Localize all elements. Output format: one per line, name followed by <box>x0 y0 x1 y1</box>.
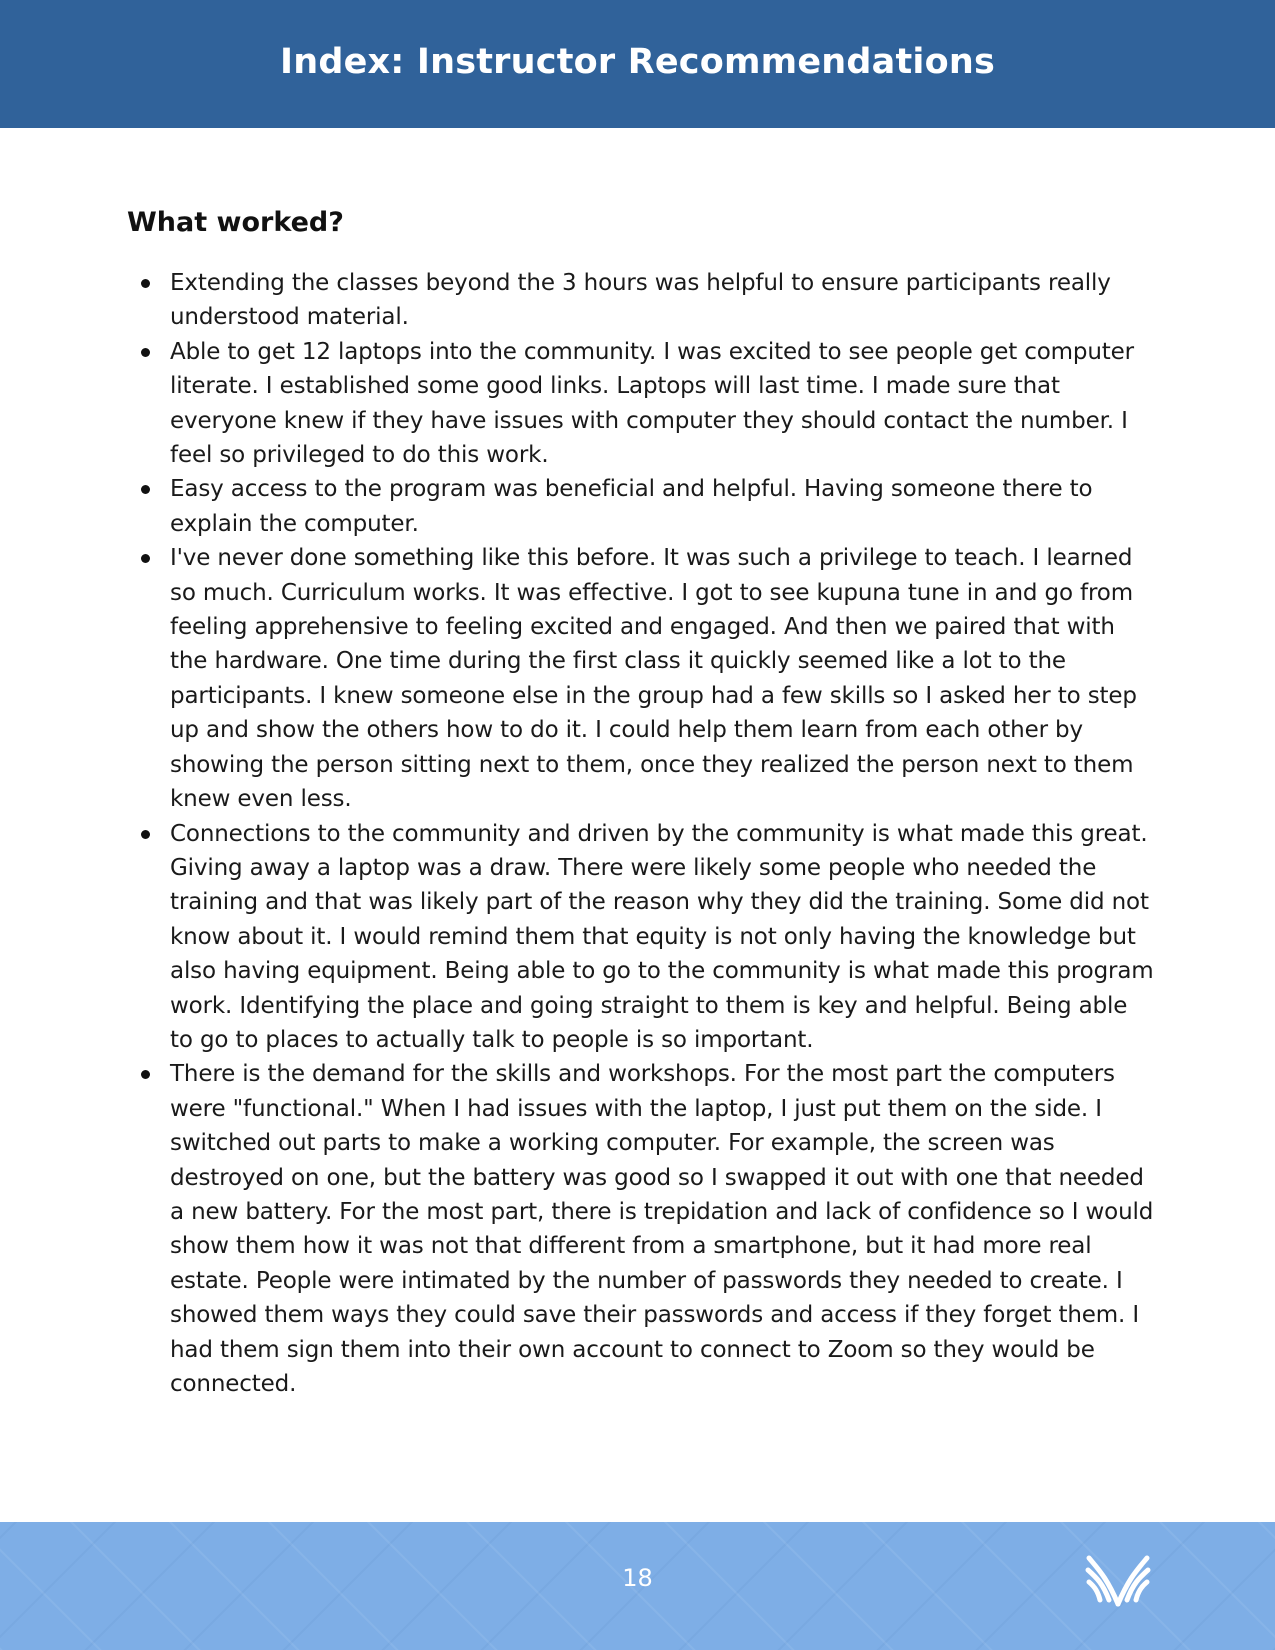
page-header <box>0 0 1275 128</box>
bullet-icon <box>141 485 150 494</box>
list-item <box>127 541 1157 816</box>
list-item-text: Extending the classes beyond the 3 hours was helpful to ensure participants really understood material. <box>170 270 1111 331</box>
section-heading: What worked? <box>127 207 344 238</box>
main-content <box>127 200 1157 1401</box>
list-item-text: There is the demand for the skills and workshops. For the most part the computers were "functional." When I had issues with the laptop, I just put them on the side. I switched out parts to make a working computer. For example, the screen was destroyed on one, but the battery was good so I swapped it out with one that needed a new battery. For the most part, there is trepidation and lack of confidence so I would show them how it was not that different from a smartphone, but it had more real estate. People were intimated by the number of passwords they needed to create. I showed them ways they could save their passwords and access if they forget them. I had them sign them into their own account to connect to Zoom so they would be connected. <box>170 1061 1154 1397</box>
page-title: Index: Instructor Recommendations <box>279 42 995 82</box>
list-item <box>127 266 1157 335</box>
bullet-icon <box>141 1070 150 1079</box>
list-item <box>127 335 1157 473</box>
list-item-text: Easy access to the program was beneficial and helpful. Having someone there to explain the computer. <box>170 476 1093 537</box>
list-item-text: Able to get 12 laptops into the community. I was excited to see people get computer literate. I established some good links. Laptops will last time. I made sure that everyone knew if they have issues with computer they should contact the number. I feel so privileged to do this work. <box>170 338 1134 469</box>
list-item <box>127 1057 1157 1401</box>
bullet-icon <box>141 279 150 288</box>
bullet-icon <box>141 348 150 357</box>
bullet-icon <box>141 830 150 839</box>
list-item-text: Connections to the community and driven by the community is what made this great. Giving away a laptop was a draw. There were likely some people who needed the training and that was likely part of the reason why they did the training. Some did not know about it. I would remind them that equity is not only having the knowledge but also having equipment. Being able to go to the community is what made this program work. Identifying the place and going straight to them is key and helpful. Being able to go to places to actually talk to people is so important. <box>170 820 1154 1053</box>
bullet-icon <box>141 554 150 563</box>
list-item-text: I've never done something like this before. It was such a privilege to teach. I learned so much. Curriculum works. It was effective. I got to see kupuna tune in and go from feeling apprehensive to feeling excited and engaged. And then we paired that with the hardware. One time during the first class it quickly seemed like a lot to the participants. I knew someone else in the group had a few skills so I asked her to step up and show the others how to do it. I could help them learn from each other by showing the person sitting next to them, once they realized the person next to them knew even less. <box>170 545 1137 813</box>
bullet-list <box>127 266 1157 1401</box>
page-number: 18 <box>622 1564 653 1592</box>
list-item <box>127 472 1157 541</box>
list-item <box>127 817 1157 1058</box>
page-footer <box>0 1522 1275 1650</box>
stylized-wave-logo-icon <box>1085 1552 1151 1610</box>
